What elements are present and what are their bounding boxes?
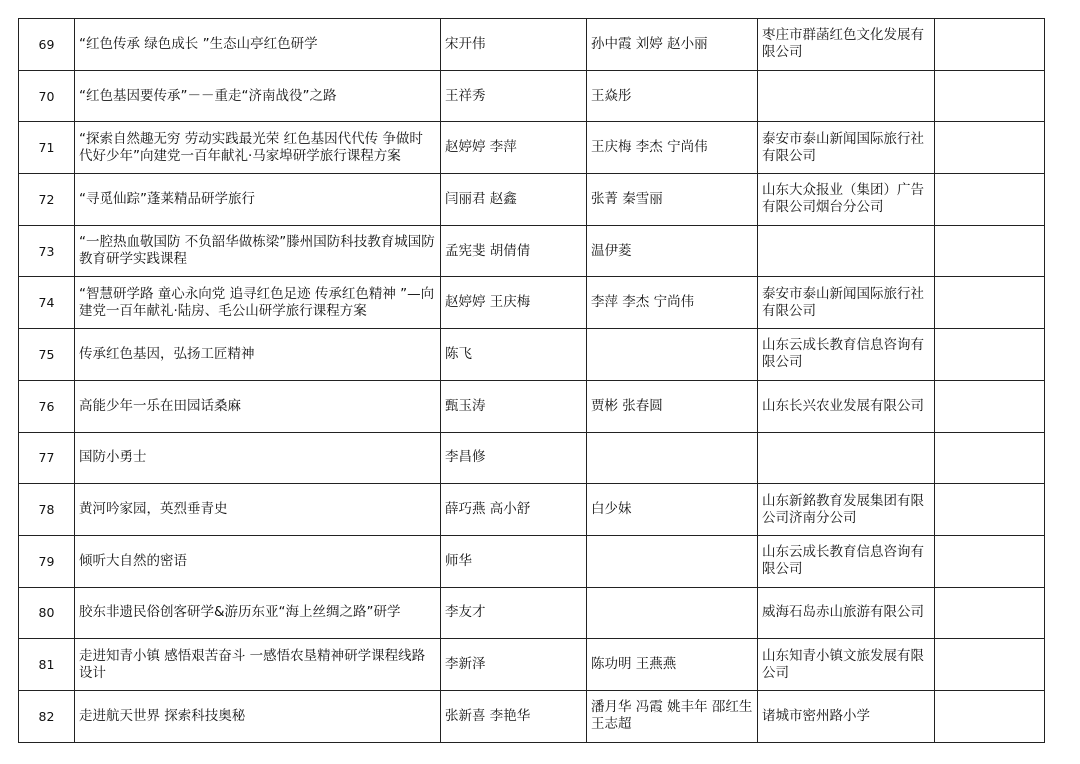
organization-name: 山东云成长教育信息咨询有限公司 [758,329,935,381]
project-title: “智慧研学路 童心永向党 追寻红色足迹 传承红色精神 ”—向建党一百年献礼·陆房、毛公山研学旅行课程方案 [75,277,441,329]
project-title: 胶东非遗民俗创客研学&游历东亚“海上丝绸之路”研学 [75,587,441,639]
remark-cell [935,225,1045,277]
remark-cell [935,639,1045,691]
author-names: 薛巧燕 高小舒 [441,484,587,536]
project-title: 倾听大自然的密语 [75,535,441,587]
author-names: 王祥秀 [441,70,587,122]
table-row [19,122,1045,174]
project-title: “一腔热血敬国防 不负韶华做栋梁”滕州国防科技教育城国防教育研学实践课程 [75,225,441,277]
row-number: 81 [19,639,75,691]
author-names: 闫丽君 赵鑫 [441,174,587,226]
organization-name: 诸城市密州路小学 [758,690,935,742]
row-number: 79 [19,535,75,587]
table-row [19,380,1045,432]
project-title: 走进航天世界 探索科技奥秘 [75,690,441,742]
author-names: 孟宪斐 胡倩倩 [441,225,587,277]
table-row [19,174,1045,226]
project-title: “寻觅仙踪”蓬莱精品研学旅行 [75,174,441,226]
organization-name: 山东知青小镇文旅发展有限公司 [758,639,935,691]
author-names: 宋开伟 [441,19,587,71]
row-number: 77 [19,432,75,484]
project-title: “探索自然趣无穷 劳动实践最光荣 红色基因代代传 争做时代好少年”向建党一百年献礼·马家埠研学旅行课程方案 [75,122,441,174]
remark-cell [935,122,1045,174]
instructor-names [587,587,758,639]
row-number: 76 [19,380,75,432]
row-number: 75 [19,329,75,381]
row-number: 72 [19,174,75,226]
project-title: 走进知青小镇 感悟艰苦奋斗 一感悟农垦精神研学课程线路设计 [75,639,441,691]
author-names: 李友才 [441,587,587,639]
table-row [19,690,1045,742]
row-number: 74 [19,277,75,329]
remark-cell [935,277,1045,329]
remark-cell [935,484,1045,536]
instructor-names: 王焱彤 [587,70,758,122]
remark-cell [935,380,1045,432]
remark-cell [935,690,1045,742]
project-title: 国防小勇士 [75,432,441,484]
row-number: 78 [19,484,75,536]
remark-cell [935,587,1045,639]
instructor-names [587,329,758,381]
author-names: 张新喜 李艳华 [441,690,587,742]
organization-name: 泰安市泰山新闻国际旅行社有限公司 [758,277,935,329]
organization-name: 枣庄市群菡红色文化发展有限公司 [758,19,935,71]
project-title: “红色基因要传承”－－重走“济南战役”之路 [75,70,441,122]
organization-name: 山东大众报业（集团）广告有限公司烟台分公司 [758,174,935,226]
table-row [19,19,1045,71]
table-row [19,432,1045,484]
author-names: 赵婷婷 李萍 [441,122,587,174]
row-number: 80 [19,587,75,639]
instructor-names: 张菁 秦雪丽 [587,174,758,226]
row-number: 82 [19,690,75,742]
organization-name: 山东云成长教育信息咨询有限公司 [758,535,935,587]
table-row [19,277,1045,329]
organization-name: 威海石岛赤山旅游有限公司 [758,587,935,639]
organization-name: 泰安市泰山新闻国际旅行社有限公司 [758,122,935,174]
row-number: 69 [19,19,75,71]
table-row [19,70,1045,122]
instructor-names: 陈功明 王燕燕 [587,639,758,691]
instructor-names: 温伊菱 [587,225,758,277]
author-names: 师华 [441,535,587,587]
remark-cell [935,432,1045,484]
instructor-names: 白少妹 [587,484,758,536]
table-row [19,225,1045,277]
row-number: 73 [19,225,75,277]
author-names: 陈飞 [441,329,587,381]
project-title: 传承红色基因，弘扬工匠精神 [75,329,441,381]
remark-cell [935,70,1045,122]
remark-cell [935,19,1045,71]
table-row [19,535,1045,587]
organization-name [758,70,935,122]
instructor-names [587,535,758,587]
instructor-names: 孙中霞 刘婷 赵小丽 [587,19,758,71]
instructor-names: 王庆梅 李杰 宁尚伟 [587,122,758,174]
remark-cell [935,535,1045,587]
table-row [19,587,1045,639]
table-body [19,19,1045,743]
table-row [19,329,1045,381]
project-title: 黄河吟家园，英烈垂青史 [75,484,441,536]
remark-cell [935,329,1045,381]
instructor-names: 潘月华 冯霞 姚丰年 邵红生 王志超 [587,690,758,742]
instructor-names: 李萍 李杰 宁尚伟 [587,277,758,329]
organization-name [758,432,935,484]
organization-name: 山东长兴农业发展有限公司 [758,380,935,432]
table-row [19,484,1045,536]
author-names: 李新泽 [441,639,587,691]
organization-name [758,225,935,277]
project-title: 高能少年一乐在田园话桑麻 [75,380,441,432]
author-names: 赵婷婷 王庆梅 [441,277,587,329]
table-row [19,639,1045,691]
author-names: 李昌修 [441,432,587,484]
remark-cell [935,174,1045,226]
row-number: 70 [19,70,75,122]
row-number: 71 [19,122,75,174]
organization-name: 山东新銘教育发展集团有限公司济南分公司 [758,484,935,536]
instructor-names [587,432,758,484]
instructor-names: 贾彬 张春圆 [587,380,758,432]
project-title: “红色传承 绿色成长 ”生态山亭红色研学 [75,19,441,71]
project-table [18,18,1045,743]
author-names: 甄玉涛 [441,380,587,432]
